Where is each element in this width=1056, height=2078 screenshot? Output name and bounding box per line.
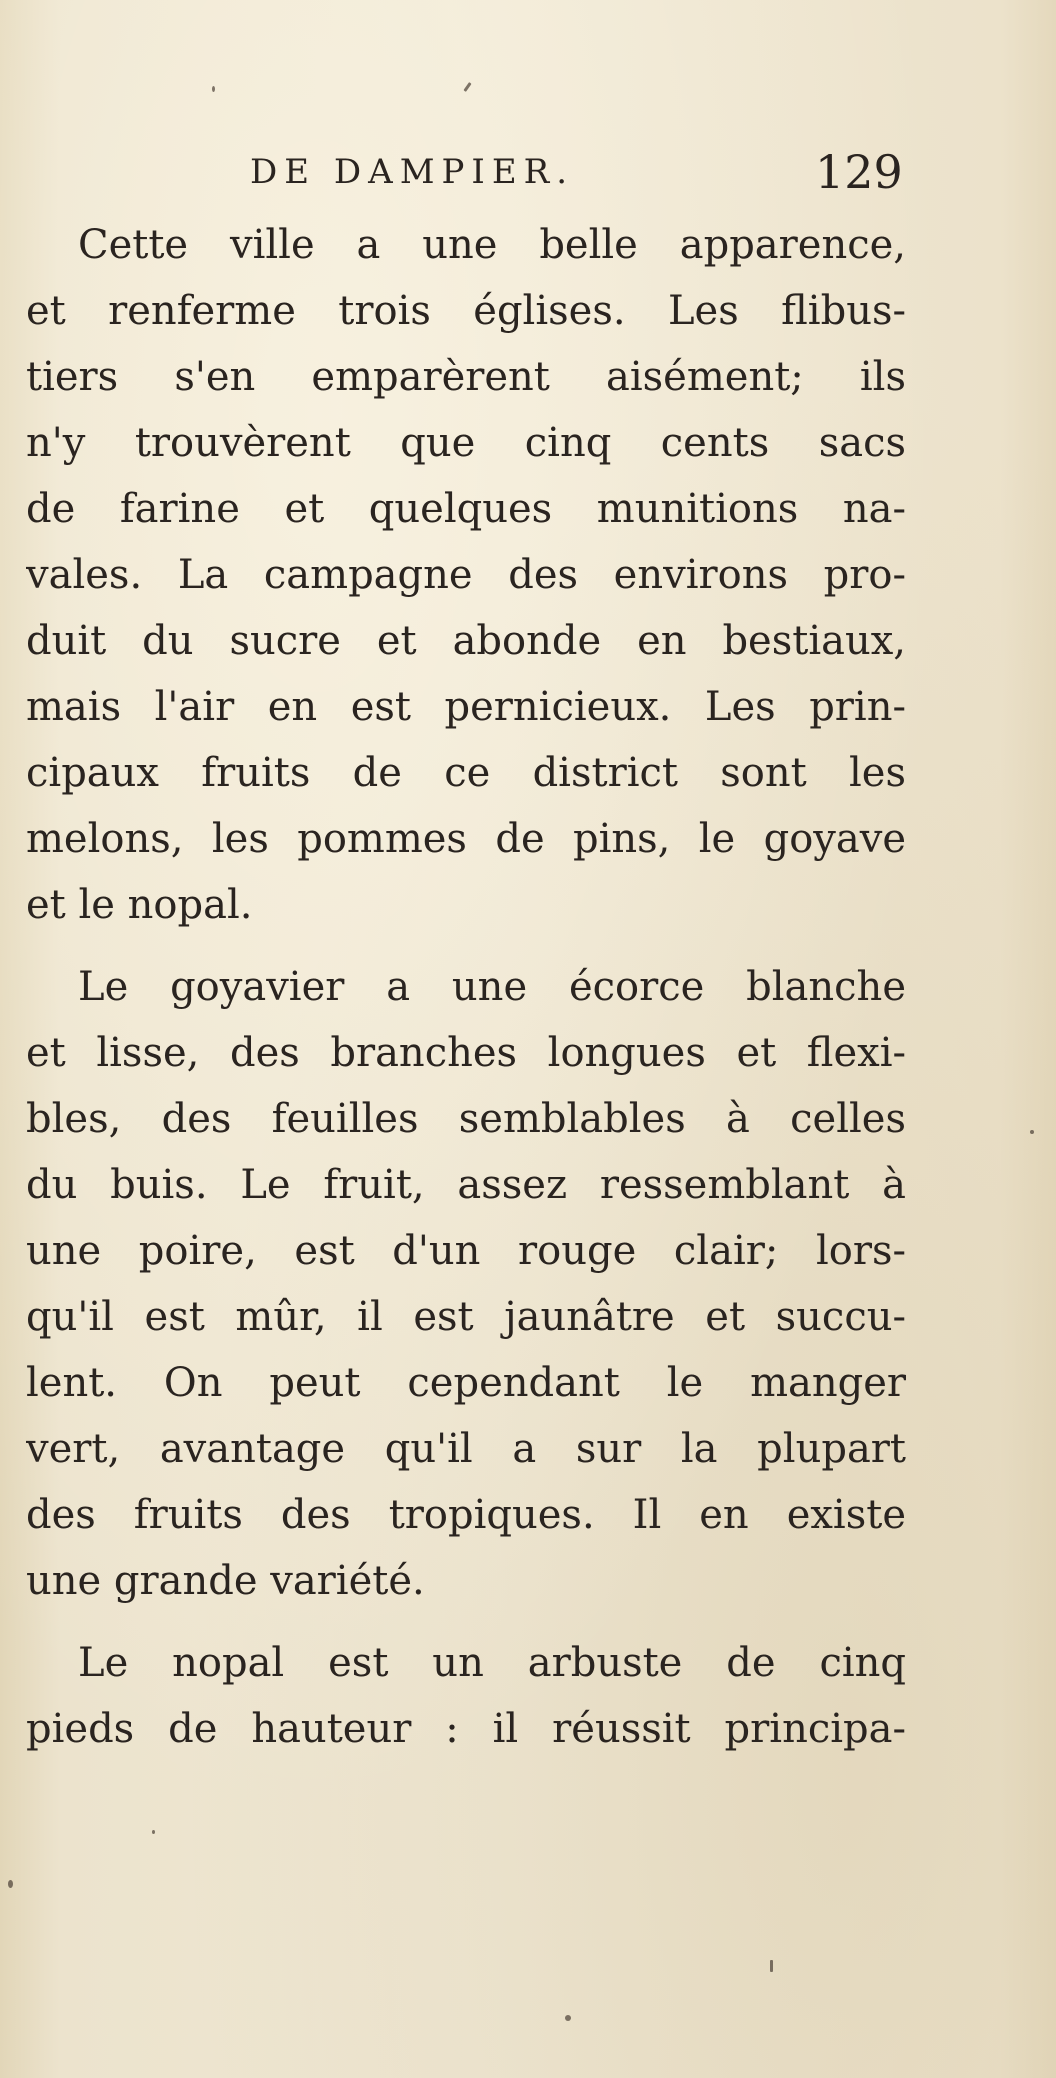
text-line: vert, avantage qu'il a sur la plupart: [26, 1426, 906, 1472]
text-line: du buis. Le fruit, assez ressemblant à: [26, 1162, 906, 1208]
page-number: 129: [815, 145, 903, 199]
paper-speck: [1030, 1130, 1034, 1134]
text-line: lent. On peut cependant le manger: [26, 1360, 906, 1406]
text-line: et lisse, des branches longues et flexi-: [26, 1030, 906, 1076]
text-line: duit du sucre et abonde en bestiaux,: [26, 618, 906, 664]
text-line: pieds de hauteur : il réussit principa-: [26, 1706, 906, 1752]
text-line: et renferme trois églises. Les flibus-: [26, 288, 906, 334]
text-line: et le nopal.: [26, 882, 253, 928]
paper-speck: [770, 1960, 773, 1972]
text-line: une grande variété.: [26, 1558, 425, 1604]
page-header: [0, 142, 1056, 202]
text-line: Cette ville a une belle apparence,: [78, 222, 906, 268]
text-line: melons, les pommes de pins, le goyave: [26, 816, 906, 862]
text-line: n'y trouvèrent que cinq cents sacs: [26, 420, 906, 466]
text-line: une poire, est d'un rouge clair; lors-: [26, 1228, 906, 1274]
text-line: Le goyavier a une écorce blanche: [78, 964, 906, 1010]
text-line: tiers s'en emparèrent aisément; ils: [26, 354, 906, 400]
paper-speck: [212, 86, 215, 92]
text-line: des fruits des tropiques. Il en existe: [26, 1492, 906, 1538]
text-line: vales. La campagne des environs pro-: [26, 552, 906, 598]
body-text: [26, 212, 906, 1762]
text-line: de farine et quelques munitions na-: [26, 486, 906, 532]
text-line: cipaux fruits de ce district sont les: [26, 750, 906, 796]
paragraph-gap: [26, 1614, 906, 1630]
paragraph: [26, 212, 906, 938]
text-line: Le nopal est un arbuste de cinq: [78, 1640, 906, 1686]
paper-speck: [565, 2015, 571, 2021]
paragraph: [26, 954, 906, 1614]
paper-speck: [8, 1880, 13, 1888]
text-line: qu'il est mûr, il est jaunâtre et succu-: [26, 1294, 906, 1340]
paper-speck: [152, 1830, 155, 1834]
paper-speck: [463, 82, 471, 92]
paragraph-gap: [26, 938, 906, 954]
text-line: mais l'air en est pernicieux. Les prin-: [26, 684, 906, 730]
running-title: DE DAMPIER.: [250, 152, 575, 192]
paragraph: [26, 1630, 906, 1762]
text-line: bles, des feuilles semblables à celles: [26, 1096, 906, 1142]
